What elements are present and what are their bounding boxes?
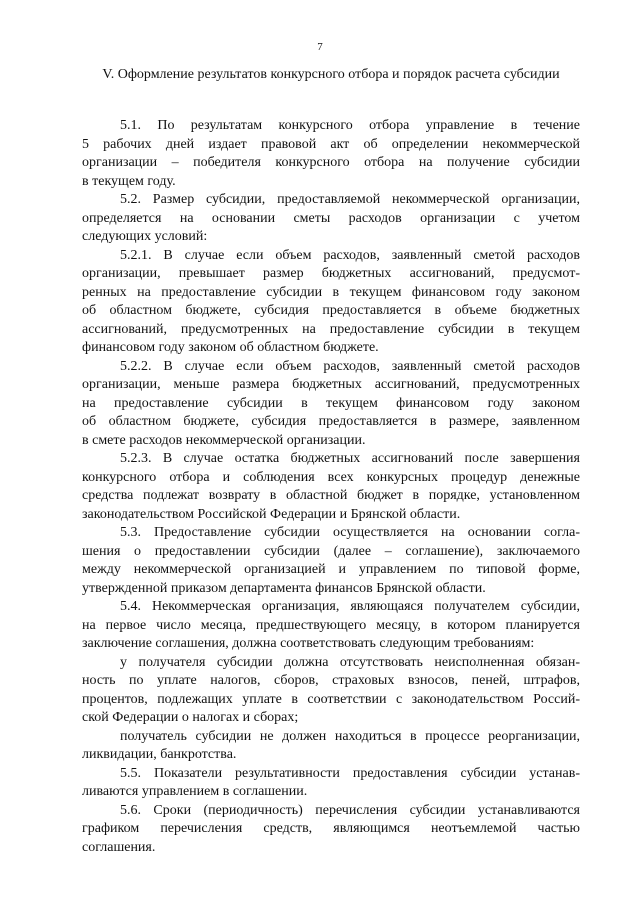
text-line: 5.5. Показатели результативности предоставления субсидии устанав- (120, 765, 580, 781)
text-line: 5.2. Размер субсидии, предоставляемой некоммерческой организации, (120, 192, 580, 207)
text-line: на первое число месяца, предшествующего месяцу, в котором планируется (82, 617, 580, 633)
text-line: процентов, подлежащих уплате в соответствии с законодательством Россий- (82, 691, 580, 707)
text-line: соглашения. (82, 839, 156, 855)
text-line: у получателя субсидии должна отсутствовать неисполненная обязан- (120, 654, 580, 670)
text-line: ской Федерации о налогах и сборах; (82, 710, 299, 725)
text-line: шения о предоставлении субсидии (далее – соглашение), заключаемого (82, 543, 580, 559)
text-line: 5.2.1. В случае если объем расходов, заявленный сметой расходов (120, 247, 580, 263)
text-line: графиком перечисления средств, являющимся неотъемлемой частью (82, 821, 580, 836)
paragraph (82, 598, 580, 654)
text-line: об областном бюджете, субсидия предоставляется в размере, заявленном (82, 414, 580, 429)
paragraph (82, 765, 580, 802)
paragraph (82, 191, 580, 247)
text-line: 5.2.3. В случае остатка бюджетных ассигнований после завершения (120, 451, 580, 466)
text-line: в текущем году. (82, 173, 176, 189)
text-line: об областном бюджете, субсидия предоставляется в объеме бюджетных (82, 303, 580, 318)
text-line: 5.2.2. В случае если объем расходов, заявленный сметой расходов (120, 358, 580, 374)
text-line: определяется на основании сметы расходов организации с учетом (82, 210, 580, 226)
text-line: ассигнований, предусмотренных на предоставление субсидии в текущем (82, 321, 580, 337)
paragraph (82, 802, 580, 858)
paragraph (82, 728, 580, 765)
text-line: законодательством Российской Федерации и Брянской области. (82, 506, 461, 522)
text-line: ликвидации, банкротства. (82, 747, 237, 762)
paragraph (82, 524, 580, 598)
page-number: 7 (317, 41, 323, 53)
text-line: 5.3. Предоставление субсидии осуществляется на основании согла- (120, 525, 580, 540)
paragraph (82, 247, 580, 358)
text-line: между некоммерческой организацией и управлением по типовой форме, (82, 562, 580, 577)
text-line: получатель субсидии не должен находиться в процессе реорганизации, (120, 728, 580, 744)
text-line: ность по уплате налогов, сборов, страховых взносов, пеней, штрафов, (82, 673, 580, 688)
text-line: на предоставление субсидии в текущем финансовом году законом (82, 395, 580, 411)
text-line: организации – победителя конкурсного отбора на получение субсидии (82, 155, 580, 170)
section-heading: V. Оформление результатов конкурсного отбора и порядок расчета субсидии (102, 67, 560, 82)
text-line: организации, превышает размер бюджетных ассигнований, предусмот- (82, 266, 580, 281)
text-line: утвержденной приказом департамента финансов Брянской области. (82, 580, 486, 596)
paragraph (82, 654, 580, 728)
text-line: конкурсного отбора и соблюдения всех конкурсных процедур денежные (82, 469, 580, 485)
text-line: организации, меньше размера бюджетных ассигнований, предусмотренных (82, 377, 580, 392)
document-body (82, 117, 580, 857)
text-line: 5 рабочих дней издает правовой акт об определении некоммерческой (82, 136, 580, 152)
text-line: в смете расходов некоммерческой организации. (82, 432, 366, 448)
paragraph (82, 450, 580, 524)
text-line: 5.6. Сроки (периодичность) перечисления субсидии устанавливаются (120, 802, 580, 818)
text-line: финансовом году законом об областном бюджете. (82, 340, 379, 355)
paragraph (82, 358, 580, 451)
paragraph (82, 117, 580, 191)
text-line: 5.1. По результатам конкурсного отбора управление в течение (120, 118, 580, 133)
text-line: следующих условий: (82, 229, 208, 244)
text-line: ренных на предоставление субсидии в текущем финансовом году законом (82, 284, 580, 300)
text-line: 5.4. Некоммерческая организация, являющаяся получателем субсидии, (120, 599, 580, 614)
text-line: средства подлежат возврату в областной бюджет в порядке, установленном (82, 488, 580, 503)
text-line: ливаются управлением в соглашении. (82, 784, 308, 799)
text-line: заключение соглашения, должна соответствовать следующим требованиям: (82, 636, 535, 651)
